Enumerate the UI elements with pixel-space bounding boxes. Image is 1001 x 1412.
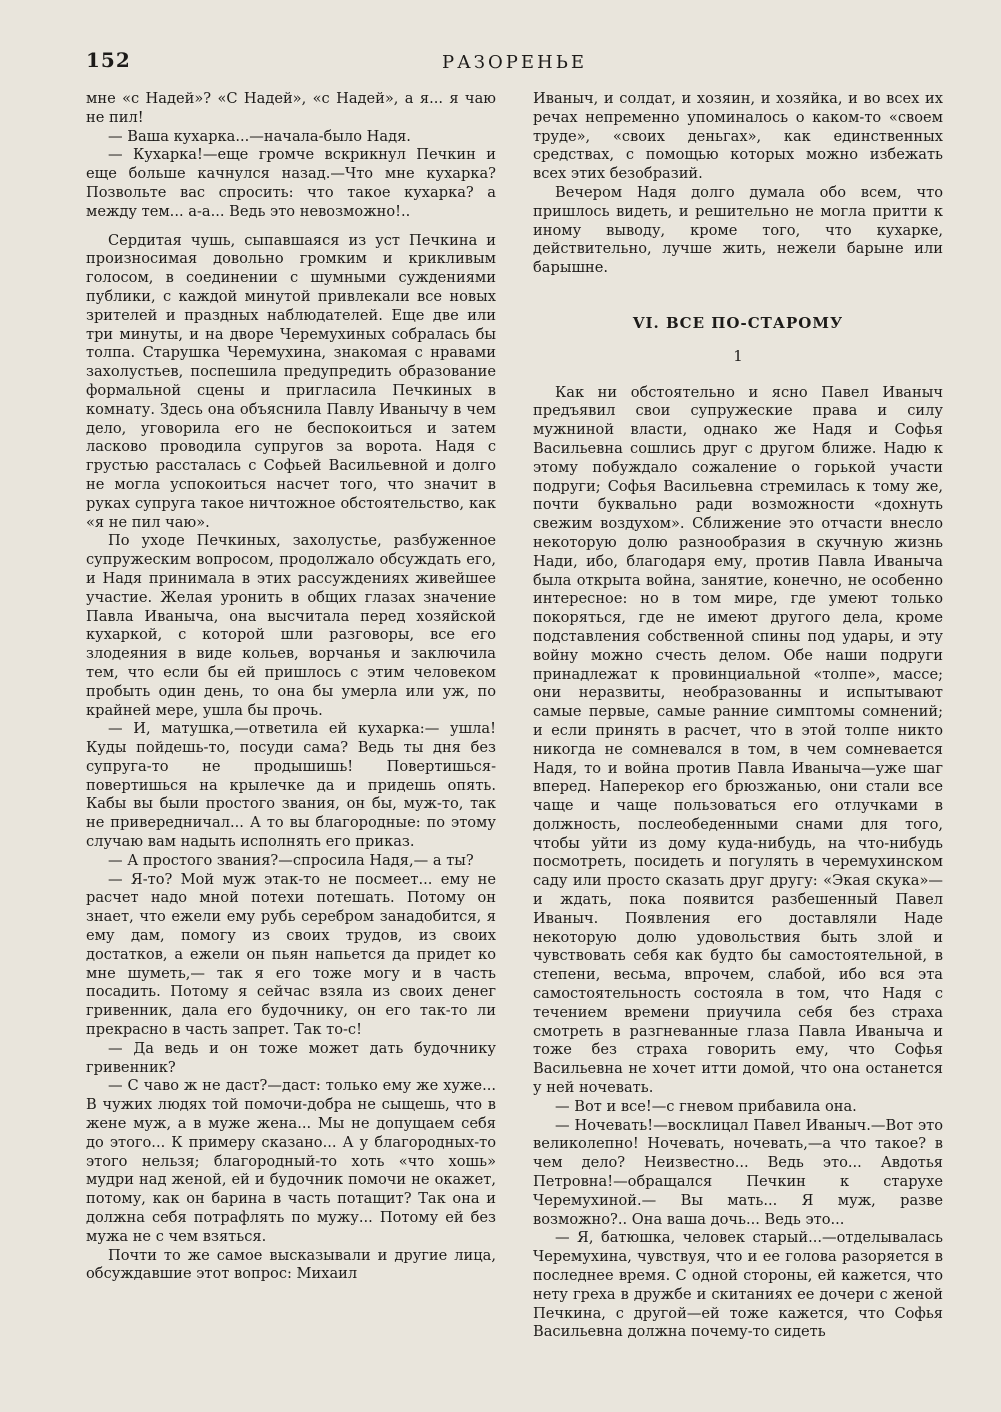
page-header (86, 40, 943, 80)
paragraph: — И, матушка,—ответила ей кухарка:— ушла! Куды пойдешь-то, посуди сама? Ведь ты дня без супруга-то не продышишь! Повертишься-повертишься на крылечке да и придешь опять. Кабы вы были простого звания, он бы, муж-то, так не привередничал... А то вы благородные: по этому случаю вам надыть исполнять его приказ. (86, 720, 496, 851)
section-number: 1 (733, 346, 743, 365)
paragraph: мне «с Надей»? «С Надей», «с Надей», а я... я чаю не пил! (86, 90, 496, 126)
paragraph: — С чаво ж не даст?—даст: только ему же хуже... В чужих людях той помочи-добра не сыщешь, что в жене муж, а в муже жена... Мы не допущаем себя до этого... К примеру сказано... А у благородных-то этого нельзя; благородный-то хоть «что хошь» мудри над женой, ей и будочник помочи не окажет, потому, как он барина в часть потащит? Так она и должна себя потрафлять по мужу... Потому ей без мужа не с чем взяться. (86, 1077, 496, 1245)
paragraph: По уходе Печкиных, захолустье, разбуженное супружеским вопросом, продолжало обсуждать его, и Надя принимала в этих рассуждениях живейшее участие. Желая уронить в общих глазах значение Павла Иваныча, она высчитала перед хозяйской кухаркой, с которой шли разговоры, все его злодеяния в виде кольев, ворчанья и заключила тем, что если бы ей пришлось с этим человеком пробыть один день, то она бы умерла или уж, по крайней мере, ушла бы прочь. (86, 532, 496, 719)
paragraph: — Вот и все!—с гневом прибавила она. (555, 1097, 857, 1115)
chapter-title: VI. ВСЕ ПО-СТАРОМУ (632, 313, 844, 332)
page-number: 152 (86, 48, 131, 72)
paragraph: Иваныч, и солдат, и хозяин, и хозяйка, и во всех их речах непременно упоминалось о каком-то «своем труде», «своих деньгах», как единственных средствах, с помощью которых можно избежать всех этих безобразий. (533, 90, 943, 183)
paragraph: — А простого звания?—спросила Надя,— а ты? (108, 851, 474, 869)
paragraph: — Кухарка!—еще громче вскрикнул Печкин и еще больше качнулся назад.—Что мне кухарка? Позвольте вас спросить: что такое кухарка? а между тем... а-а... Ведь это невозможно!.. (86, 146, 496, 220)
running-title: РАЗОРЕНЬЕ (442, 52, 587, 73)
paragraph: Как ни обстоятельно и ясно Павел Иваныч предъявил свои супружеские права и силу мужниной власти, однако же Надя и Софья Васильевна сошлись друг с другом ближе. Надю к этому побуждало сожаление о горькой участи подруги; Софья Васильевна стремилась к тому же, почти буквально ради возможности «дохнуть свежим воздухом». Сближение это отчасти внесло некоторую долю разнообразия в скучную жизнь Нади, ибо, благодаря ему, против Павла Иваныча была открыта война, занятие, конечно, не особенно интересное: но в том мире, где умеют только покоряться, где не имеют другого дела, кроме подставления собственной спины под удары, и эту войну можно счесть делом. Обе наши подруги принадлежат к провинциальной «толпе», массе; они неразвиты, необразованны и испытывают самые первые, самые ранние симптомы сомнений; и если принять в расчет, что в этой толпе никто никогда не сомневался в том, в чем сомневается Надя, то и война против Павла Иваныча—уже шаг вперед. Наперекор его брюзжанью, они стали все чаще и чаще пользоваться его отлучками в должность, послеобеденными снами для того, чтобы уйти из дому куда-нибудь, на что-нибудь посмотреть, посидеть и погулять в черемухинском саду или просто сказать друг другу: «Экая скука»—и ждать, пока появится разбешенный Павел Иваныч. Появления его доставляли Наде некоторую долю удовольствия быть злой и чувствовать себя как будто бы самостоятельной, в степени, весьма, впрочем, слабой, ибо вся эта самостоятельность состояла в том, что Надя с течением времени приучила себя без страха смотреть в разгневанные глаза Павла Иваныча и тоже без страха говорить ему, что Софья Васильевна не хочет итти домой, что она останется у ней ночевать. (533, 383, 943, 1097)
paragraph: — Я, батюшка, человек старый...—отделывалась Черемухина, чувствуя, что и ее голова разоряется в последнее время. С одной стороны, ей кажется, что нету греха в дружбе и скитаниях ее дочери с женой Печкина, с другой—ей тоже кажется, что Софья Васильевна должна почему-то сидеть (533, 1229, 943, 1341)
paragraph: — Я-то? Мой муж этак-то не посмеет... ему не расчет надо мной потехи потешать. Потому он знает, что ежели ему рубь серебром занадобится, я ему дам, помогу из своих трудов, из своих достатков, а ежели он пьян напьется да придет ко мне шуметь,— так я его тоже могу и в часть посадить. Потому я сейчас взяла из своих денег гривенник, дала его будочнику, он его так-то ли прекрасно в часть запрет. Так то-с! (86, 870, 496, 1039)
paragraph: — Да ведь и он тоже может дать будочнику гривенник? (86, 1039, 496, 1076)
paragraph: Почти то же самое высказывали и другие лица, обсуждавшие этот вопрос: Михаил (86, 1246, 496, 1283)
text-columns (86, 90, 943, 1342)
paragraph: — Ваша кухарка...—начала-было Надя. (108, 127, 411, 145)
left-column (86, 90, 496, 1342)
paragraph: Вечером Надя долго думала обо всем, что пришлось видеть, и решительно не могла притти к иному выводу, кроме того, что кухарке, действительно, лучше жить, нежели барыне или барышне. (533, 183, 943, 277)
right-column (533, 90, 943, 1342)
paragraph: Сердитая чушь, сыпавшаяся из уст Печкина и произносимая довольно громким и крикливым голосом, в соединении с шумными суждениями публики, с каждой минутой привлекали все новых зрителей и праздных наблюдателей. Еще две или три минуты, и на дворе Черемухиных собралась бы толпа. Старушка Черемухина, знакомая с нравами захолустьев, поспешила предупредить образование формальной сцены и пригласила Печкиных в комнату. Здесь она объяснила Павлу Иванычу в чем дело, уговорила его не беспокоиться и затем ласково проводила супругов за ворота. Надя с грустью рассталась с Софьей Васильевной и долго не могла успокоиться насчет того, что значит в руках супруга такое ничтожное обстоятельство, как «я не пил чаю». (86, 231, 496, 531)
paragraph: — Ночевать!—восклицал Павел Иваныч.—Вот это великолепно! Ночевать, ночевать,—а что такое? в чем дело? Неизвестно... Ведь это... Авдотья Петровна!—обращался Печкин к старухе Черемухиной.— Вы мать... Я муж, разве возможно?.. Она ваша дочь... Ведь это... (533, 1116, 943, 1228)
